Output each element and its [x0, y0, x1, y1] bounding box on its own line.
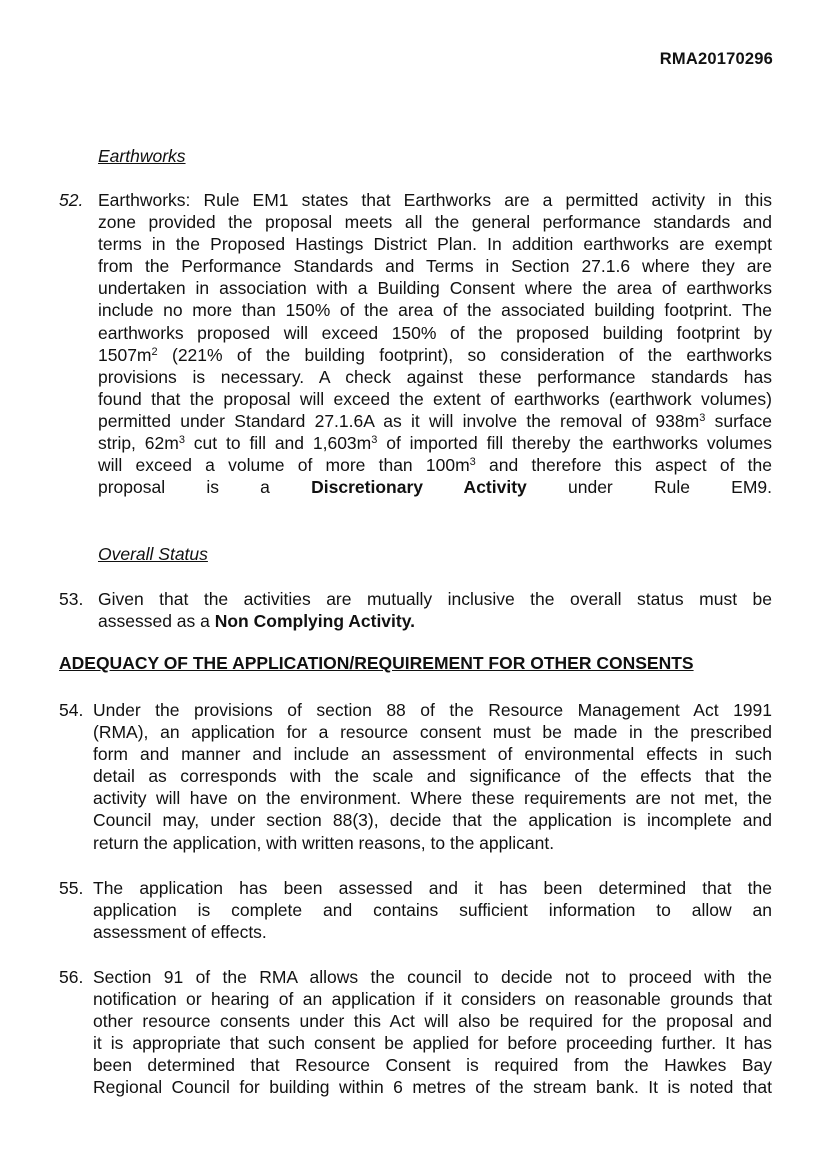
earthworks-subheading: Earthworks [98, 146, 186, 166]
overall-status-subheading: Overall Status [98, 544, 208, 564]
text-line: it is appropriate that such consent be applied for before proceeding further. It has [93, 1033, 772, 1054]
text-line: terms in the Proposed Hastings District Plan. In addition earthworks are exempt [98, 234, 772, 255]
text-line: assessed as a Non Complying Activity. [98, 611, 416, 632]
text-line: activity will have on the environment. Where these requirements are not met, the [93, 788, 772, 809]
text-line: Given that the activities are mutually inclusive the overall status must be [98, 589, 772, 609]
text-line: detail as corresponds with the scale and significance of the effects that the [93, 766, 772, 787]
paragraph-number: 53. [59, 589, 84, 609]
text-line: strip, $62m^3$ cut to fill and $1,603m^3$ of imported fill thereby the earthworks volumes [98, 433, 772, 454]
text-line: Section 91 of the RMA allows the council to decide not to proceed with the [93, 967, 772, 987]
paragraph-number: 54. [59, 700, 84, 720]
paragraph-text [93, 699, 772, 854]
text-line: found that the proposal will exceed the extent of earthworks (earthwork volumes) [98, 388, 772, 409]
text-line: zone provided the proposal meets all the general performance standards and [98, 212, 772, 233]
text-line: earthworks proposed will exceed 150% of the proposed building footprint by [98, 322, 772, 343]
section-heading: ADEQUACY OF THE APPLICATION/REQUIREMENT FOR OTHER CONSENTS [59, 653, 694, 673]
paragraph-number: 56. [59, 967, 84, 987]
text-line: proposal is a Discretionary Activity under Rule EM9. [98, 477, 773, 498]
text-line: other resource consents under this Act will also be required for the proposal and [93, 1011, 772, 1032]
text-line: from the Performance Standards and Terms in Section 27.1.6 where they are [98, 256, 772, 277]
document-reference: RMA20170296 [659, 50, 773, 68]
paragraph-text [98, 189, 772, 498]
text-line: been determined that Resource Consent is required from the Hawkes Bay [93, 1055, 772, 1076]
text-line: return the application, with written reasons, to the applicant. [93, 832, 555, 853]
text-line: will exceed a volume of more than $100m^3$ and therefore this aspect of the [98, 455, 772, 476]
text-line: provisions is necessary. A check against these performance standards has [98, 366, 772, 387]
text-line: include no more than 150% of the area of the associated building footprint. The [98, 300, 772, 321]
text-line: notification or hearing of an application if it considers on reasonable grounds that [93, 989, 772, 1010]
text-line: undertaken in association with a Building Consent where the area of earthworks [98, 278, 772, 299]
text-line: Earthworks: Rule EM1 states that Earthworks are a permitted activity in this [98, 190, 772, 210]
text-line: The application has been assessed and it has been determined that the [93, 878, 772, 898]
text-line: (RMA), an application for a resource consent must be made in the prescribed [93, 722, 772, 743]
text-line: $1507m^2$ (221% of the building footprint), so consideration of the earthworks [98, 344, 772, 365]
text-line: Council may, under section 88(3), decide that the application is incomplete and [93, 810, 772, 831]
text-line: form and manner and include an assessment of environmental effects in such [93, 744, 772, 765]
text-line: permitted under Standard 27.1.6A as it will involve the removal of $938m^3$ surface [98, 410, 773, 431]
text-line: assessment of effects. [93, 922, 267, 943]
text-line: application is complete and contains sufficient information to allow an [93, 900, 772, 921]
paragraph-number: 52. [59, 190, 84, 210]
paragraph-number: 55. [59, 878, 84, 898]
text-line: Under the provisions of section 88 of the Resource Management Act 1991 [93, 700, 772, 720]
paragraph-text [93, 877, 772, 943]
paragraph-text [98, 588, 772, 632]
paragraph-text [93, 966, 772, 1099]
text-line: Regional Council for building within 6 metres of the stream bank. It is noted that [93, 1077, 772, 1098]
